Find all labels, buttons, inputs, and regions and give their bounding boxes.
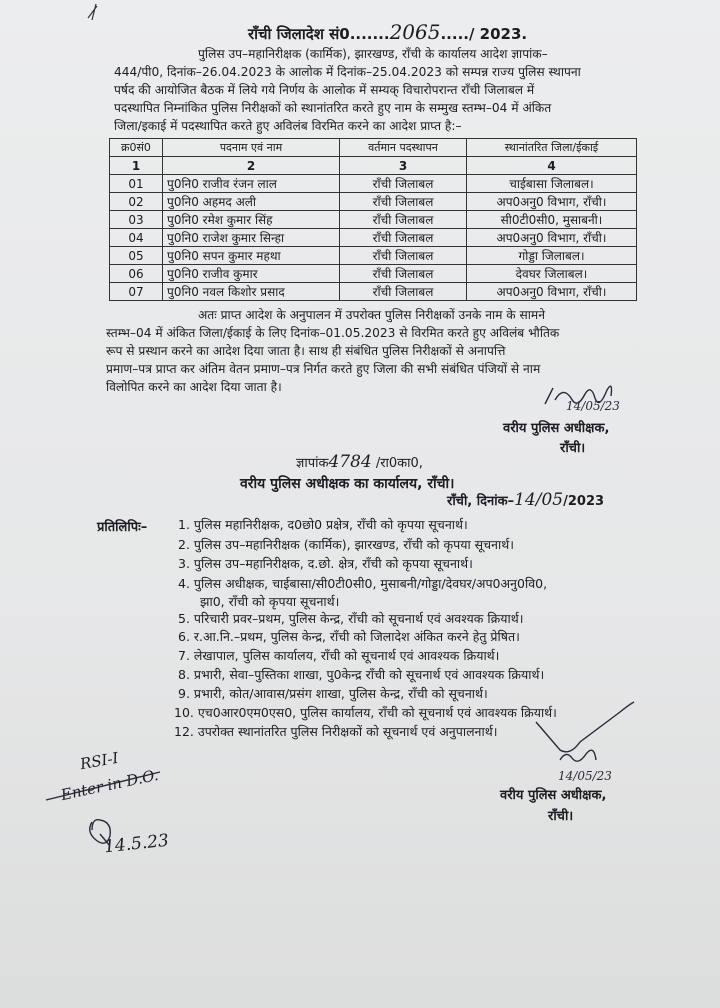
intro-line-4: पदस्थापित निम्नांकित पुलिस निरीक्षकों को स्थानांतरित करते हुए नाम के सम्मुख स्तम्भ–04 में अंकित xyxy=(114,101,552,115)
col-number: 4 xyxy=(467,157,637,175)
cell-sno: 01 xyxy=(110,175,163,193)
intro-line-1: पुलिस उप–महानिरीक्षक (कार्मिक), झारखण्ड, राँची के कार्यालय आदेश ज्ञापांक– xyxy=(198,47,548,61)
memo-date-handwritten: 14/05 xyxy=(514,490,564,510)
cell-transfer-unit: देवघर जिलाबल। xyxy=(467,265,637,283)
col-header-sno: क्र0सं0 xyxy=(110,139,163,157)
copy-list-item: 2. पुलिस उप–महानिरीक्षक (कार्मिक), झारखण्ड, राँची को कृपया सूचनार्थ। xyxy=(178,537,514,552)
cell-sno: 02 xyxy=(110,193,163,211)
copy-list-item: 8. प्रभारी, सेवा–पुस्तिका शाखा, पु0केन्द्र राँची को सूचनार्थ एवं आवश्यक क्रियार्थ। xyxy=(178,667,545,682)
cell-sno: 03 xyxy=(110,211,163,229)
col-number: 2 xyxy=(163,157,340,175)
cell-name: पु0नि0 राजीव कुमार xyxy=(163,265,340,283)
intro-line-2: 444/पी0, दिनांक–26.04.2023 के आलोक में दिनांक–25.04.2023 को सम्पन्न राज्य पुलिस स्थापना xyxy=(114,65,581,79)
cell-name: पु0नि0 अहमद अली xyxy=(163,193,340,211)
cell-name: पु0नि0 रमेश कुमार सिंह xyxy=(163,211,340,229)
order-title-label: राँची जिलादेश सं0 xyxy=(248,25,350,43)
signatory-place-1: राँची। xyxy=(560,441,586,456)
cell-sno: 06 xyxy=(110,265,163,283)
body-line-2: स्तम्भ–04 में अंकित जिला/ईकाई के लिए दिनांक–01.05.2023 से विरमित करते हुए अविलंब भौतिक xyxy=(106,326,560,340)
cell-transfer-unit: सी0टी0सी0, मुसाबनी। xyxy=(467,211,637,229)
memo-date-year: /2023 xyxy=(563,494,605,509)
col-number: 1 xyxy=(110,157,163,175)
signatory-title-1: वरीय पुलिस अधीक्षक, xyxy=(503,421,610,436)
cell-transfer-unit: अप0अनु0 विभाग, राँची। xyxy=(467,283,637,301)
cell-current-posting: राँची जिलाबल xyxy=(340,283,467,301)
body-line-3: रूप से प्रस्थान करने का आदेश दिया जाता है। साथ ही संबंधित पुलिस निरीक्षकों से अनापत्ति xyxy=(106,344,506,358)
copy-list-item: 9. प्रभारी, कोत/आवास/प्रसंग शाखा, पुलिस केन्द्र, राँची को सूचनार्थ। xyxy=(178,686,488,701)
copy-to-label: प्रतिलिपिः– xyxy=(97,520,148,535)
memo-suffix: /रा0का0, xyxy=(371,456,423,471)
col-header-name: पदनाम एवं नाम xyxy=(163,139,340,157)
copy-list-item: 12. उपरोक्त स्थानांतरित पुलिस निरीक्षकों को सूचनार्थ एवं अनुपालनार्थ। xyxy=(174,724,498,739)
copy-list-item: झा0, राँची को कृपया सूचनार्थ। xyxy=(200,594,340,609)
handwritten-note-2: Enter in D.O. xyxy=(59,765,160,805)
col-header-current-posting: वर्तमान पदस्थापन xyxy=(340,139,467,157)
signatory-place-2: राँची। xyxy=(548,809,574,824)
copy-list-item: 1. पुलिस महानिरीक्षक, द0छो0 प्रक्षेत्र, राँची को कृपया सूचनार्थ। xyxy=(178,517,468,532)
handwritten-note-date: 14.5.23 xyxy=(103,830,170,858)
cell-transfer-unit: अप0अनु0 विभाग, राँची। xyxy=(467,193,637,211)
intro-line-5: जिला/इकाई में पदस्थापित करते हुए अविलंब विरमित करने का आदेश प्राप्त है:– xyxy=(114,119,462,133)
cell-transfer-unit: अप0अनु0 विभाग, राँची। xyxy=(467,229,637,247)
cell-current-posting: राँची जिलाबल xyxy=(340,193,467,211)
body-line-5: विलोपित करने का आदेश दिया जाता है। xyxy=(106,380,282,394)
copy-list-item: 10. एच0आर0एम0एस0, पुलिस कार्यालय, राँची को सूचनार्थ एवं आवश्यक क्रियार्थ। xyxy=(174,705,557,720)
memo-number: 4784 xyxy=(328,452,372,472)
col-number: 3 xyxy=(340,157,467,175)
cell-transfer-unit: चाईबासा जिलाबल। xyxy=(467,175,637,193)
col-header-transferred-unit: स्थानांतरित जिला/ईकाई xyxy=(467,139,637,157)
cell-transfer-unit: गोड्डा जिलाबल। xyxy=(467,247,637,265)
dotted-fill: ....... xyxy=(349,25,390,43)
memo-date-label: राँची, दिनांक– xyxy=(447,494,515,509)
cell-current-posting: राँची जिलाबल xyxy=(340,265,467,283)
body-line-1: अतः प्राप्त आदेश के अनुपालन में उपरोक्त पुलिस निरीक्षकों उनके नाम के सामने xyxy=(198,308,545,322)
copy-list-item: 4. पुलिस अधीक्षक, चाईबासा/सी0टी0सी0, मुसाबनी/गोड्डा/देवघर/अप0अनु0वि0, xyxy=(178,576,548,591)
cell-name: पु0नि0 राजेश कुमार सिन्हा xyxy=(163,229,340,247)
intro-line-3: पर्षद की आयोजित बैठक में लिये गये निर्णय के आलोक में सम्यक् विचारोपरान्त राँची जिलाबल में xyxy=(114,83,535,97)
signature-2-date: 14/05/23 xyxy=(558,769,612,783)
signature-1-date: 14/05/23 xyxy=(566,399,620,413)
copy-list-item: 3. पुलिस उप–महानिरीक्षक, द.छो. क्षेत्र, राँची को कृपया सूचनार्थ। xyxy=(178,556,473,571)
signatory-title-2: वरीय पुलिस अधीक्षक, xyxy=(500,788,607,803)
handwritten-note-1: RSI-I xyxy=(78,748,120,774)
memo-label: ज्ञापांक xyxy=(296,456,329,471)
office-name: वरीय पुलिस अधीक्षक का कार्यालय, राँची। xyxy=(240,476,455,492)
copy-list-item: 5. परिचारी प्रवर–प्रथम, पुलिस केन्द्र, राँची को सूचनार्थ एवं अवश्यक क्रियार्थ। xyxy=(178,611,524,626)
initials-scribble xyxy=(46,772,160,846)
body-line-4: प्रमाण–पत्र प्राप्त कर अंतिम वेतन प्रमाण–पत्र निर्गत करते हुए जिला की सभी संबंधित पंजियों से नाम xyxy=(106,362,541,376)
signature-2-scribble xyxy=(536,702,634,761)
cell-current-posting: राँची जिलाबल xyxy=(340,229,467,247)
copy-list-item: 6. र.आ.नि.–प्रथम, पुलिस केन्द्र, राँची को जिलादेश अंकित करने हेतु प्रेषित। xyxy=(178,629,520,644)
order-number: 2065 xyxy=(389,20,441,44)
cell-current-posting: राँची जिलाबल xyxy=(340,175,467,193)
cell-sno: 07 xyxy=(110,283,163,301)
cell-name: पु0नि0 राजीव रंजन लाल xyxy=(163,175,340,193)
order-year: / 2023. xyxy=(468,25,528,43)
copy-list-item: 7. लेखापाल, पुलिस कार्यालय, राँची को सूचनार्थ एवं आवश्यक क्रियार्थ। xyxy=(178,648,500,663)
corner-mark xyxy=(88,4,97,20)
cell-sno: 05 xyxy=(110,247,163,265)
dotted-fill: ..... xyxy=(440,25,469,43)
cell-current-posting: राँची जिलाबल xyxy=(340,211,467,229)
cell-name: पु0नि0 सपन कुमार महथा xyxy=(163,247,340,265)
cell-sno: 04 xyxy=(110,229,163,247)
cell-current-posting: राँची जिलाबल xyxy=(340,247,467,265)
cell-name: पु0नि0 नवल किशोर प्रसाद xyxy=(163,283,340,301)
